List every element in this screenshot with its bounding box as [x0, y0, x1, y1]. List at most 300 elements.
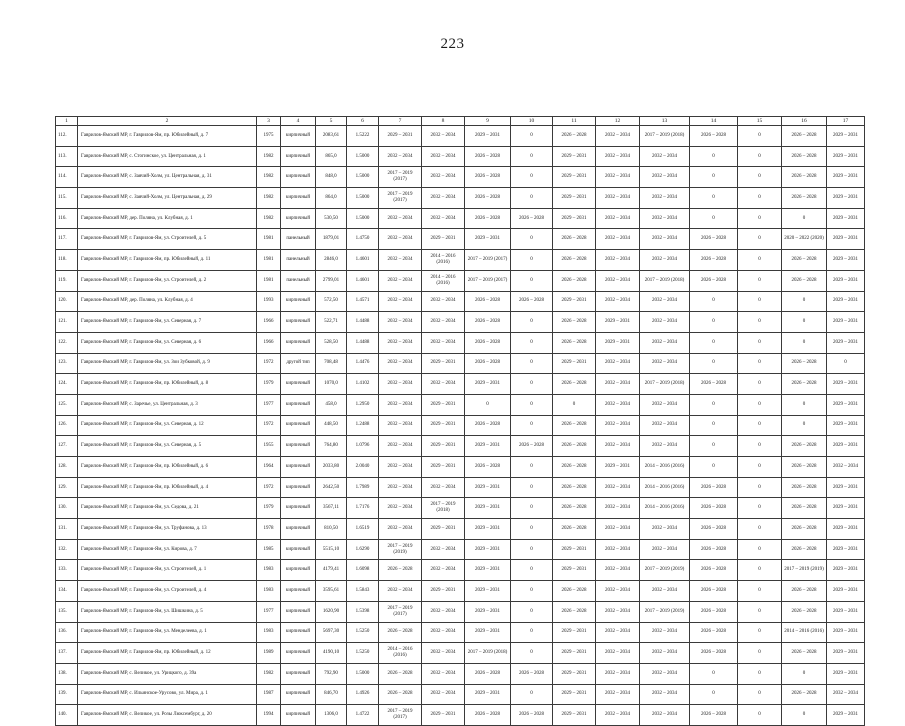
- table-cell: 2032 – 2034: [596, 353, 640, 374]
- table-cell: 1.5000: [347, 208, 379, 229]
- table-cell: 2026 – 2028: [553, 374, 596, 395]
- table-cell: 2029 – 2031: [553, 560, 596, 581]
- column-header: 2: [78, 117, 257, 126]
- table-cell: 2026 – 2028: [690, 705, 738, 726]
- table-cell: 1.5222: [347, 126, 379, 147]
- table-cell: 1.4476: [347, 353, 379, 374]
- table-cell: Гаврилов-Ямский МР, с. Стогинское, ул. Центральная, д. 1: [78, 146, 257, 167]
- table-cell: 2017 – 2019 (2019): [782, 560, 827, 581]
- table-cell: 2026 – 2028: [690, 229, 738, 250]
- table-cell: 2032 – 2034: [640, 663, 690, 684]
- table-cell: 2029 – 2031: [827, 291, 865, 312]
- table-cell: 2020 – 2022 (2020): [782, 229, 827, 250]
- table-cell: 2017 – 2019 (2017): [465, 270, 511, 291]
- column-header: 11: [553, 117, 596, 126]
- table-cell: 2799,01: [316, 270, 347, 291]
- page-number: 223: [440, 36, 465, 52]
- table-cell: 130.: [56, 498, 78, 519]
- table-cell: 0: [738, 374, 782, 395]
- table-cell: 0: [782, 415, 827, 436]
- table-cell: 2026 – 2028: [553, 332, 596, 353]
- table-cell: 1.4488: [347, 332, 379, 353]
- table-cell: 0: [511, 560, 553, 581]
- table-cell: 2029 – 2031: [827, 519, 865, 540]
- table-cell: 2026 – 2028: [782, 126, 827, 147]
- table-cell: 2032 – 2034: [422, 643, 465, 664]
- table-cell: 116.: [56, 208, 78, 229]
- table-cell: 2032 – 2034: [379, 229, 422, 250]
- table-cell: 2029 – 2031: [596, 332, 640, 353]
- table-cell: 0: [690, 663, 738, 684]
- table-cell: 2032 – 2034: [379, 250, 422, 271]
- table-row: [56, 601, 865, 622]
- table-cell: 2032 – 2034: [596, 622, 640, 643]
- table-row: [56, 353, 865, 374]
- table-cell: 136.: [56, 622, 78, 643]
- table-cell: 1981: [257, 229, 281, 250]
- table-cell: кирпичный: [281, 146, 316, 167]
- table-cell: 0: [738, 539, 782, 560]
- table-cell: 2032 – 2034: [640, 436, 690, 457]
- table-cell: 1977: [257, 601, 281, 622]
- table-cell: 2032 – 2034: [596, 167, 640, 188]
- table-cell: 2032 – 2034: [640, 581, 690, 602]
- table-cell: 1.5000: [347, 146, 379, 167]
- table-cell: 0: [511, 539, 553, 560]
- table-cell: 2026 – 2028: [782, 374, 827, 395]
- table-cell: 2032 – 2034: [827, 684, 865, 705]
- table-row: [56, 188, 865, 209]
- column-header: 5: [316, 117, 347, 126]
- table-cell: кирпичный: [281, 498, 316, 519]
- table-cell: 114.: [56, 167, 78, 188]
- table-cell: 2029 – 2031: [827, 126, 865, 147]
- table-cell: 2029 – 2031: [827, 622, 865, 643]
- table-cell: 120.: [56, 291, 78, 312]
- table-cell: 2032 – 2034: [596, 229, 640, 250]
- table-cell: Гаврилов-Ямский МР, г. Гаврилов-Ям, пр. Юбилейный, д. 7: [78, 126, 257, 147]
- table-cell: кирпичный: [281, 291, 316, 312]
- table-cell: 2026 – 2028: [553, 436, 596, 457]
- table-cell: 1982: [257, 188, 281, 209]
- table-cell: 2032 – 2034: [379, 208, 422, 229]
- table-cell: 2032 – 2034: [379, 146, 422, 167]
- table-cell: 2032 – 2034: [422, 126, 465, 147]
- table-cell: 135.: [56, 601, 78, 622]
- table-cell: 1983: [257, 581, 281, 602]
- table-cell: 2026 – 2028: [465, 415, 511, 436]
- table-cell: 2026 – 2028: [465, 291, 511, 312]
- schedule-table: [55, 116, 865, 726]
- table-cell: 522,71: [316, 312, 347, 333]
- table-cell: 530,50: [316, 208, 347, 229]
- table-header: [56, 117, 865, 126]
- column-header: 15: [738, 117, 782, 126]
- table-cell: 2032 – 2034: [596, 146, 640, 167]
- table-cell: 2026 – 2028: [690, 539, 738, 560]
- table-cell: Гаврилов-Ямский МР, г. Гаврилов-Ям, ул. Зои Зубковой, д. 9: [78, 353, 257, 374]
- table-cell: 2032 – 2034: [379, 581, 422, 602]
- table-cell: 2032 – 2034: [422, 684, 465, 705]
- table-cell: 2026 – 2028: [553, 229, 596, 250]
- table-cell: 2026 – 2028: [690, 250, 738, 271]
- table-cell: 2026 – 2028: [465, 663, 511, 684]
- table-cell: 2029 – 2031: [465, 229, 511, 250]
- table-cell: 2026 – 2028: [511, 291, 553, 312]
- table-cell: 1989: [257, 643, 281, 664]
- table-cell: 2029 – 2031: [827, 643, 865, 664]
- table-row: [56, 477, 865, 498]
- table-cell: 2032 – 2034: [422, 374, 465, 395]
- table-cell: 2026 – 2028: [553, 457, 596, 478]
- table-cell: 0: [511, 581, 553, 602]
- table-cell: 2026 – 2028: [465, 146, 511, 167]
- table-cell: 2032 – 2034: [640, 208, 690, 229]
- table-cell: 2029 – 2031: [422, 519, 465, 540]
- table-cell: 0: [690, 436, 738, 457]
- table-cell: 0: [511, 643, 553, 664]
- table-cell: 2026 – 2028: [553, 415, 596, 436]
- table-cell: 0: [738, 353, 782, 374]
- table-cell: 0: [511, 498, 553, 519]
- table-cell: 2017 – 2019 (2018): [422, 498, 465, 519]
- table-cell: 2026 – 2028: [465, 312, 511, 333]
- table-cell: Гаврилов-Ямский МР, г. Гаврилов-Ям, ул. Строителей, д. 2: [78, 270, 257, 291]
- table-cell: 2026 – 2028: [782, 519, 827, 540]
- table-cell: 2029 – 2031: [465, 601, 511, 622]
- table-cell: 1.6519: [347, 519, 379, 540]
- table-cell: 2026 – 2028: [511, 208, 553, 229]
- table-cell: 1.5843: [347, 581, 379, 602]
- table-cell: 2032 – 2034: [596, 415, 640, 436]
- table-cell: 2032 – 2034: [640, 146, 690, 167]
- table-cell: 2029 – 2031: [422, 229, 465, 250]
- table-cell: 117.: [56, 229, 78, 250]
- table-cell: 123.: [56, 353, 78, 374]
- table-cell: 2032 – 2034: [596, 477, 640, 498]
- table-cell: 2026 – 2028: [690, 581, 738, 602]
- table-cell: 2032 – 2034: [422, 663, 465, 684]
- table-cell: 2032 – 2034: [379, 312, 422, 333]
- table-cell: другой тип: [281, 353, 316, 374]
- table-cell: 2029 – 2031: [827, 374, 865, 395]
- table-cell: 2029 – 2031: [553, 167, 596, 188]
- table-cell: 2032 – 2034: [422, 312, 465, 333]
- table-cell: 2029 – 2031: [379, 126, 422, 147]
- table-cell: Гаврилов-Ямский МР, г. Гаврилов-Ям, ул. Северная, д. 6: [78, 332, 257, 353]
- table-cell: 865,0: [316, 146, 347, 167]
- table-row: [56, 436, 865, 457]
- table-cell: 2026 – 2028: [782, 353, 827, 374]
- table-cell: кирпичный: [281, 436, 316, 457]
- table-cell: 1.4722: [347, 705, 379, 726]
- table-cell: 0: [738, 208, 782, 229]
- table-cell: 2029 – 2031: [827, 477, 865, 498]
- column-header: 12: [596, 117, 640, 126]
- table-cell: 0: [511, 374, 553, 395]
- table-cell: 2032 – 2034: [640, 250, 690, 271]
- table-cell: 2026 – 2028: [782, 146, 827, 167]
- table-cell: 127.: [56, 436, 78, 457]
- table-cell: 2032 – 2034: [596, 291, 640, 312]
- table-cell: 2026 – 2028: [465, 353, 511, 374]
- table-cell: 1972: [257, 477, 281, 498]
- table-row: [56, 560, 865, 581]
- table-cell: 0: [827, 353, 865, 374]
- table-cell: 1.5398: [347, 601, 379, 622]
- table-cell: 458,0: [316, 394, 347, 415]
- table-cell: 0: [511, 394, 553, 415]
- table-cell: 1.4601: [347, 270, 379, 291]
- table-cell: 2026 – 2028: [690, 519, 738, 540]
- table-cell: 0: [738, 684, 782, 705]
- table-cell: 2033,80: [316, 457, 347, 478]
- table-row: [56, 291, 865, 312]
- table-cell: 0: [690, 167, 738, 188]
- table-cell: 2032 – 2034: [422, 560, 465, 581]
- table-cell: 1.0796: [347, 436, 379, 457]
- table-row: [56, 229, 865, 250]
- table-cell: панельный: [281, 270, 316, 291]
- table-cell: 0: [738, 581, 782, 602]
- table-cell: 2026 – 2028: [379, 622, 422, 643]
- table-cell: 2032 – 2034: [596, 519, 640, 540]
- table-row: [56, 167, 865, 188]
- table-cell: 2026 – 2028: [465, 208, 511, 229]
- table-cell: 0: [690, 188, 738, 209]
- table-cell: 448,50: [316, 415, 347, 436]
- table-cell: 0: [782, 291, 827, 312]
- column-header: 13: [640, 117, 690, 126]
- table-cell: 0: [511, 270, 553, 291]
- table-cell: 2032 – 2034: [379, 519, 422, 540]
- table-cell: 119.: [56, 270, 78, 291]
- table-cell: 0: [782, 705, 827, 726]
- table-cell: 2029 – 2031: [553, 146, 596, 167]
- table-cell: 126.: [56, 415, 78, 436]
- table-cell: Гаврилов-Ямский МР, г. Гаврилов-Ям, ул. Северная, д. 12: [78, 415, 257, 436]
- table-cell: 2017 – 2019 (2017): [465, 250, 511, 271]
- column-header: 10: [511, 117, 553, 126]
- table-cell: 2029 – 2031: [827, 312, 865, 333]
- table-cell: 1985: [257, 539, 281, 560]
- table-cell: 2017 – 2019 (2017): [379, 601, 422, 622]
- table-cell: Гаврилов-Ямский МР, г. Гаврилов-Ям, ул. Строителей, д. 4: [78, 581, 257, 602]
- table-cell: 2032 – 2034: [596, 126, 640, 147]
- table-cell: панельный: [281, 229, 316, 250]
- table-cell: 2032 – 2034: [827, 457, 865, 478]
- table-cell: 122.: [56, 332, 78, 353]
- table-cell: 2029 – 2031: [827, 415, 865, 436]
- table-cell: 2032 – 2034: [596, 705, 640, 726]
- table-cell: Гаврилов-Ямский МР, с. Великое, ул. Розы Люксембург, д. 20: [78, 705, 257, 726]
- table-cell: 2032 – 2034: [640, 353, 690, 374]
- table-cell: кирпичный: [281, 394, 316, 415]
- table-cell: 2026 – 2028: [782, 188, 827, 209]
- table-cell: 0: [511, 312, 553, 333]
- column-header: 17: [827, 117, 865, 126]
- table-cell: 1981: [257, 270, 281, 291]
- table-row: [56, 126, 865, 147]
- table-cell: 2029 – 2031: [422, 415, 465, 436]
- table-cell: 0: [511, 519, 553, 540]
- table-cell: 528,50: [316, 332, 347, 353]
- table-cell: 2029 – 2031: [827, 188, 865, 209]
- table-cell: 2029 – 2031: [827, 167, 865, 188]
- table-cell: 1.4571: [347, 291, 379, 312]
- table-cell: кирпичный: [281, 601, 316, 622]
- table-row: [56, 250, 865, 271]
- table-cell: 0: [553, 394, 596, 415]
- table-cell: 2026 – 2028: [553, 250, 596, 271]
- table-cell: 2032 – 2034: [379, 270, 422, 291]
- table-cell: 2032 – 2034: [379, 477, 422, 498]
- table-cell: 2032 – 2034: [422, 291, 465, 312]
- table-cell: 2846,0: [316, 250, 347, 271]
- column-header: 4: [281, 117, 316, 126]
- table-cell: 2029 – 2031: [827, 270, 865, 291]
- table-cell: Гаврилов-Ямский МР, г. Гаврилов-Ям, пр. Юбилейный, д. 6: [78, 457, 257, 478]
- table-cell: Гаврилов-Ямский МР, с. Ильинское-Урусово, ул. Мира, д. 1: [78, 684, 257, 705]
- table-cell: 1981: [257, 250, 281, 271]
- table-cell: 2017 – 2019 (2019): [640, 601, 690, 622]
- table-cell: 0: [738, 250, 782, 271]
- table-cell: кирпичный: [281, 188, 316, 209]
- column-header: 16: [782, 117, 827, 126]
- table-row: [56, 643, 865, 664]
- table-cell: 5515,10: [316, 539, 347, 560]
- table-cell: 1978: [257, 519, 281, 540]
- table-cell: 1.4750: [347, 229, 379, 250]
- table-cell: 2014 – 2016 (2016): [379, 643, 422, 664]
- table-cell: кирпичный: [281, 167, 316, 188]
- table-cell: 0: [511, 684, 553, 705]
- table-cell: 2026 – 2028: [690, 601, 738, 622]
- table-cell: 2026 – 2028: [553, 581, 596, 602]
- table-cell: 132.: [56, 539, 78, 560]
- table-cell: 2029 – 2031: [465, 560, 511, 581]
- table-cell: 2014 – 2016 (2016): [640, 477, 690, 498]
- table-cell: 1.6290: [347, 539, 379, 560]
- table-cell: 0: [738, 312, 782, 333]
- table-cell: 2032 – 2034: [640, 312, 690, 333]
- table-cell: 2029 – 2031: [553, 353, 596, 374]
- table-cell: 133.: [56, 560, 78, 581]
- table-cell: 810,50: [316, 519, 347, 540]
- table-cell: 0: [690, 457, 738, 478]
- table-cell: 2029 – 2031: [827, 663, 865, 684]
- table-cell: 2029 – 2031: [465, 539, 511, 560]
- table-cell: 2026 – 2028: [553, 601, 596, 622]
- table-cell: 1.4926: [347, 684, 379, 705]
- table-cell: 864,0: [316, 188, 347, 209]
- table-cell: 2032 – 2034: [379, 415, 422, 436]
- table-cell: 1975: [257, 126, 281, 147]
- table-cell: 0: [738, 188, 782, 209]
- table-cell: 4179,41: [316, 560, 347, 581]
- table-cell: 764,80: [316, 436, 347, 457]
- table-cell: Гаврилов-Ямский МР, дер. Поляна, ул. Клубная, д. 1: [78, 208, 257, 229]
- table-cell: 2026 – 2028: [690, 126, 738, 147]
- table-cell: 2014 – 2016 (2016): [640, 457, 690, 478]
- table-cell: Гаврилов-Ямский МР, г. Гаврилов-Ям, ул. Строителей, д. 5: [78, 229, 257, 250]
- table-cell: 1.7989: [347, 477, 379, 498]
- table-cell: 2032 – 2034: [596, 498, 640, 519]
- table-cell: 2029 – 2031: [553, 208, 596, 229]
- table-cell: 2032 – 2034: [422, 539, 465, 560]
- table-cell: 1966: [257, 332, 281, 353]
- table-cell: кирпичный: [281, 312, 316, 333]
- table-cell: 1982: [257, 208, 281, 229]
- table-cell: 3595,61: [316, 581, 347, 602]
- table-cell: 2026 – 2028: [782, 684, 827, 705]
- table-cell: 2.0040: [347, 457, 379, 478]
- table-cell: 0: [511, 601, 553, 622]
- table-cell: 2026 – 2028: [782, 601, 827, 622]
- table-cell: 2017 – 2019 (2019): [640, 560, 690, 581]
- table-cell: Гаврилов-Ямский МР, г. Гаврилов-Ям, ул. Строителей, д. 1: [78, 560, 257, 581]
- table-cell: 2029 – 2031: [553, 705, 596, 726]
- table-cell: 2032 – 2034: [379, 374, 422, 395]
- table-cell: 0: [511, 353, 553, 374]
- table-cell: 2032 – 2034: [596, 270, 640, 291]
- table-cell: Гаврилов-Ямский МР, г. Гаврилов-Ям, ул. Северная, д. 5: [78, 436, 257, 457]
- table-cell: 2032 – 2034: [596, 684, 640, 705]
- table-cell: 0: [782, 208, 827, 229]
- table-cell: 2032 – 2034: [640, 188, 690, 209]
- table-cell: 2032 – 2034: [422, 622, 465, 643]
- table-cell: 115.: [56, 188, 78, 209]
- table-cell: 2029 – 2031: [827, 229, 865, 250]
- table-cell: 0: [738, 394, 782, 415]
- table-cell: 0: [738, 126, 782, 147]
- table-cell: 2032 – 2034: [596, 663, 640, 684]
- table-cell: 2029 – 2031: [596, 312, 640, 333]
- table-cell: 2032 – 2034: [640, 167, 690, 188]
- table-cell: Гаврилов-Ямский МР, с. Заячий-Холм, ул. Центральная, д. 29: [78, 188, 257, 209]
- table-cell: 0: [738, 167, 782, 188]
- table-cell: кирпичный: [281, 126, 316, 147]
- table-cell: 0: [511, 146, 553, 167]
- table-cell: 118.: [56, 250, 78, 271]
- table-cell: 2029 – 2031: [465, 684, 511, 705]
- table-cell: кирпичный: [281, 684, 316, 705]
- table-cell: 2032 – 2034: [422, 332, 465, 353]
- table-cell: 2029 – 2031: [827, 705, 865, 726]
- table-cell: 2017 – 2019 (2019): [379, 539, 422, 560]
- table-cell: 0: [690, 353, 738, 374]
- table-cell: кирпичный: [281, 415, 316, 436]
- table-cell: 2032 – 2034: [596, 560, 640, 581]
- table-cell: 2032 – 2034: [422, 601, 465, 622]
- header-row: [56, 117, 865, 126]
- table-cell: 2029 – 2031: [465, 436, 511, 457]
- table-cell: 1994: [257, 705, 281, 726]
- table-cell: 1972: [257, 353, 281, 374]
- table-cell: 2026 – 2028: [553, 477, 596, 498]
- table-row: [56, 374, 865, 395]
- table-cell: 2032 – 2034: [640, 291, 690, 312]
- table-cell: 124.: [56, 374, 78, 395]
- table-row: [56, 208, 865, 229]
- table-cell: Гаврилов-Ямский МР, с. Великое, ул. Урицкого, д. 39а: [78, 663, 257, 684]
- table-cell: 2026 – 2028: [690, 643, 738, 664]
- table-cell: 792,90: [316, 663, 347, 684]
- table-cell: 2032 – 2034: [379, 332, 422, 353]
- table-cell: 1.6098: [347, 560, 379, 581]
- table-cell: 2642,50: [316, 477, 347, 498]
- table-cell: 0: [690, 146, 738, 167]
